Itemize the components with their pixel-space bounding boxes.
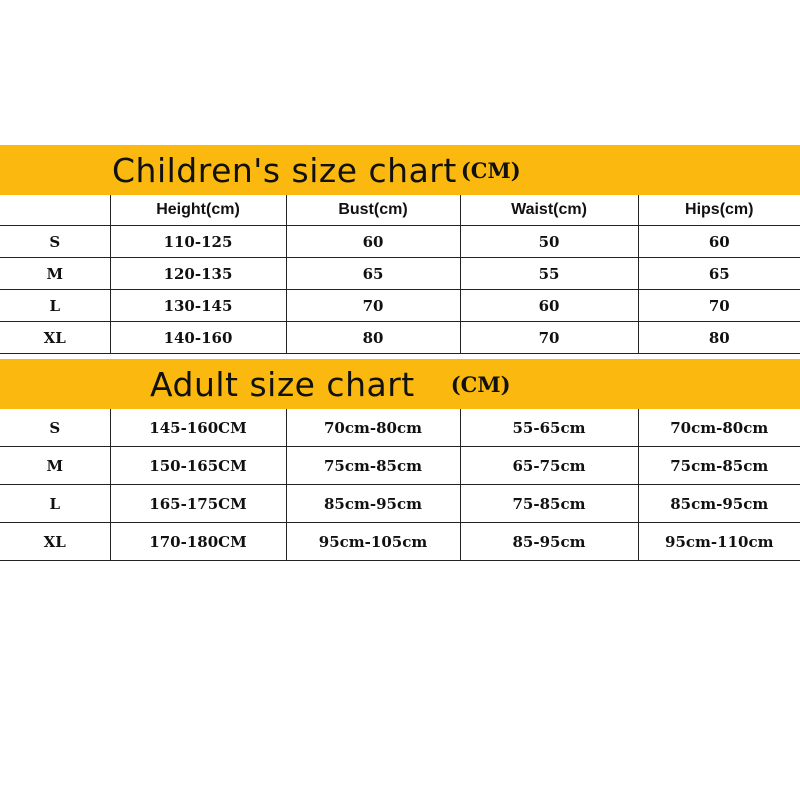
bust-value: 70cm-80cm: [286, 409, 460, 447]
size-label: S: [0, 226, 110, 258]
waist-value: 55-65cm: [460, 409, 638, 447]
waist-value: 75-85cm: [460, 485, 638, 523]
height-value: 165-175CM: [110, 485, 286, 523]
bust-value: 80: [286, 322, 460, 354]
table-row: [0, 290, 800, 322]
waist-value: 65-75cm: [460, 447, 638, 485]
waist-value: 85-95cm: [460, 523, 638, 561]
height-value: 140-160: [110, 322, 286, 354]
bust-value: 95cm-105cm: [286, 523, 460, 561]
height-value: 170-180CM: [110, 523, 286, 561]
size-label: M: [0, 258, 110, 290]
table-header-row: [0, 195, 800, 226]
height-value: 130-145: [110, 290, 286, 322]
waist-value: 70: [460, 322, 638, 354]
hips-value: 70cm-80cm: [638, 409, 800, 447]
size-label: M: [0, 447, 110, 485]
table-row: [0, 258, 800, 290]
children-size-chart-title: Children's size chart: [112, 150, 457, 190]
adult-size-chart-title: Adult size chart: [150, 364, 415, 404]
bust-value: 70: [286, 290, 460, 322]
children-size-table: [0, 195, 800, 354]
hips-value: 80: [638, 322, 800, 354]
bust-value: 85cm-95cm: [286, 485, 460, 523]
bust-value: 60: [286, 226, 460, 258]
header-cell-hips: Hips(cm): [638, 195, 800, 226]
hips-value: 60: [638, 226, 800, 258]
height-value: 150-165CM: [110, 447, 286, 485]
size-label: XL: [0, 523, 110, 561]
table-row: [0, 226, 800, 258]
size-label: L: [0, 485, 110, 523]
header-cell-height: Height(cm): [110, 195, 286, 226]
height-value: 110-125: [110, 226, 286, 258]
table-row: [0, 523, 800, 561]
adult-size-table: [0, 409, 800, 561]
waist-value: 50: [460, 226, 638, 258]
header-cell-size: [0, 195, 110, 226]
waist-value: 60: [460, 290, 638, 322]
hips-value: 85cm-95cm: [638, 485, 800, 523]
header-cell-bust: Bust(cm): [286, 195, 460, 226]
hips-value: 95cm-110cm: [638, 523, 800, 561]
children-size-chart-banner: [0, 145, 800, 195]
table-row: [0, 322, 800, 354]
children-size-chart-unit: (CM): [460, 157, 521, 183]
bust-value: 65: [286, 258, 460, 290]
height-value: 145-160CM: [110, 409, 286, 447]
height-value: 120-135: [110, 258, 286, 290]
size-label: S: [0, 409, 110, 447]
header-cell-waist: Waist(cm): [460, 195, 638, 226]
hips-value: 65: [638, 258, 800, 290]
table-row: [0, 409, 800, 447]
table-row: [0, 447, 800, 485]
table-row: [0, 485, 800, 523]
waist-value: 55: [460, 258, 638, 290]
adult-size-chart-unit: (CM): [450, 371, 511, 397]
size-label: XL: [0, 322, 110, 354]
hips-value: 70: [638, 290, 800, 322]
adult-size-chart-banner: [0, 359, 800, 409]
hips-value: 75cm-85cm: [638, 447, 800, 485]
bust-value: 75cm-85cm: [286, 447, 460, 485]
size-label: L: [0, 290, 110, 322]
